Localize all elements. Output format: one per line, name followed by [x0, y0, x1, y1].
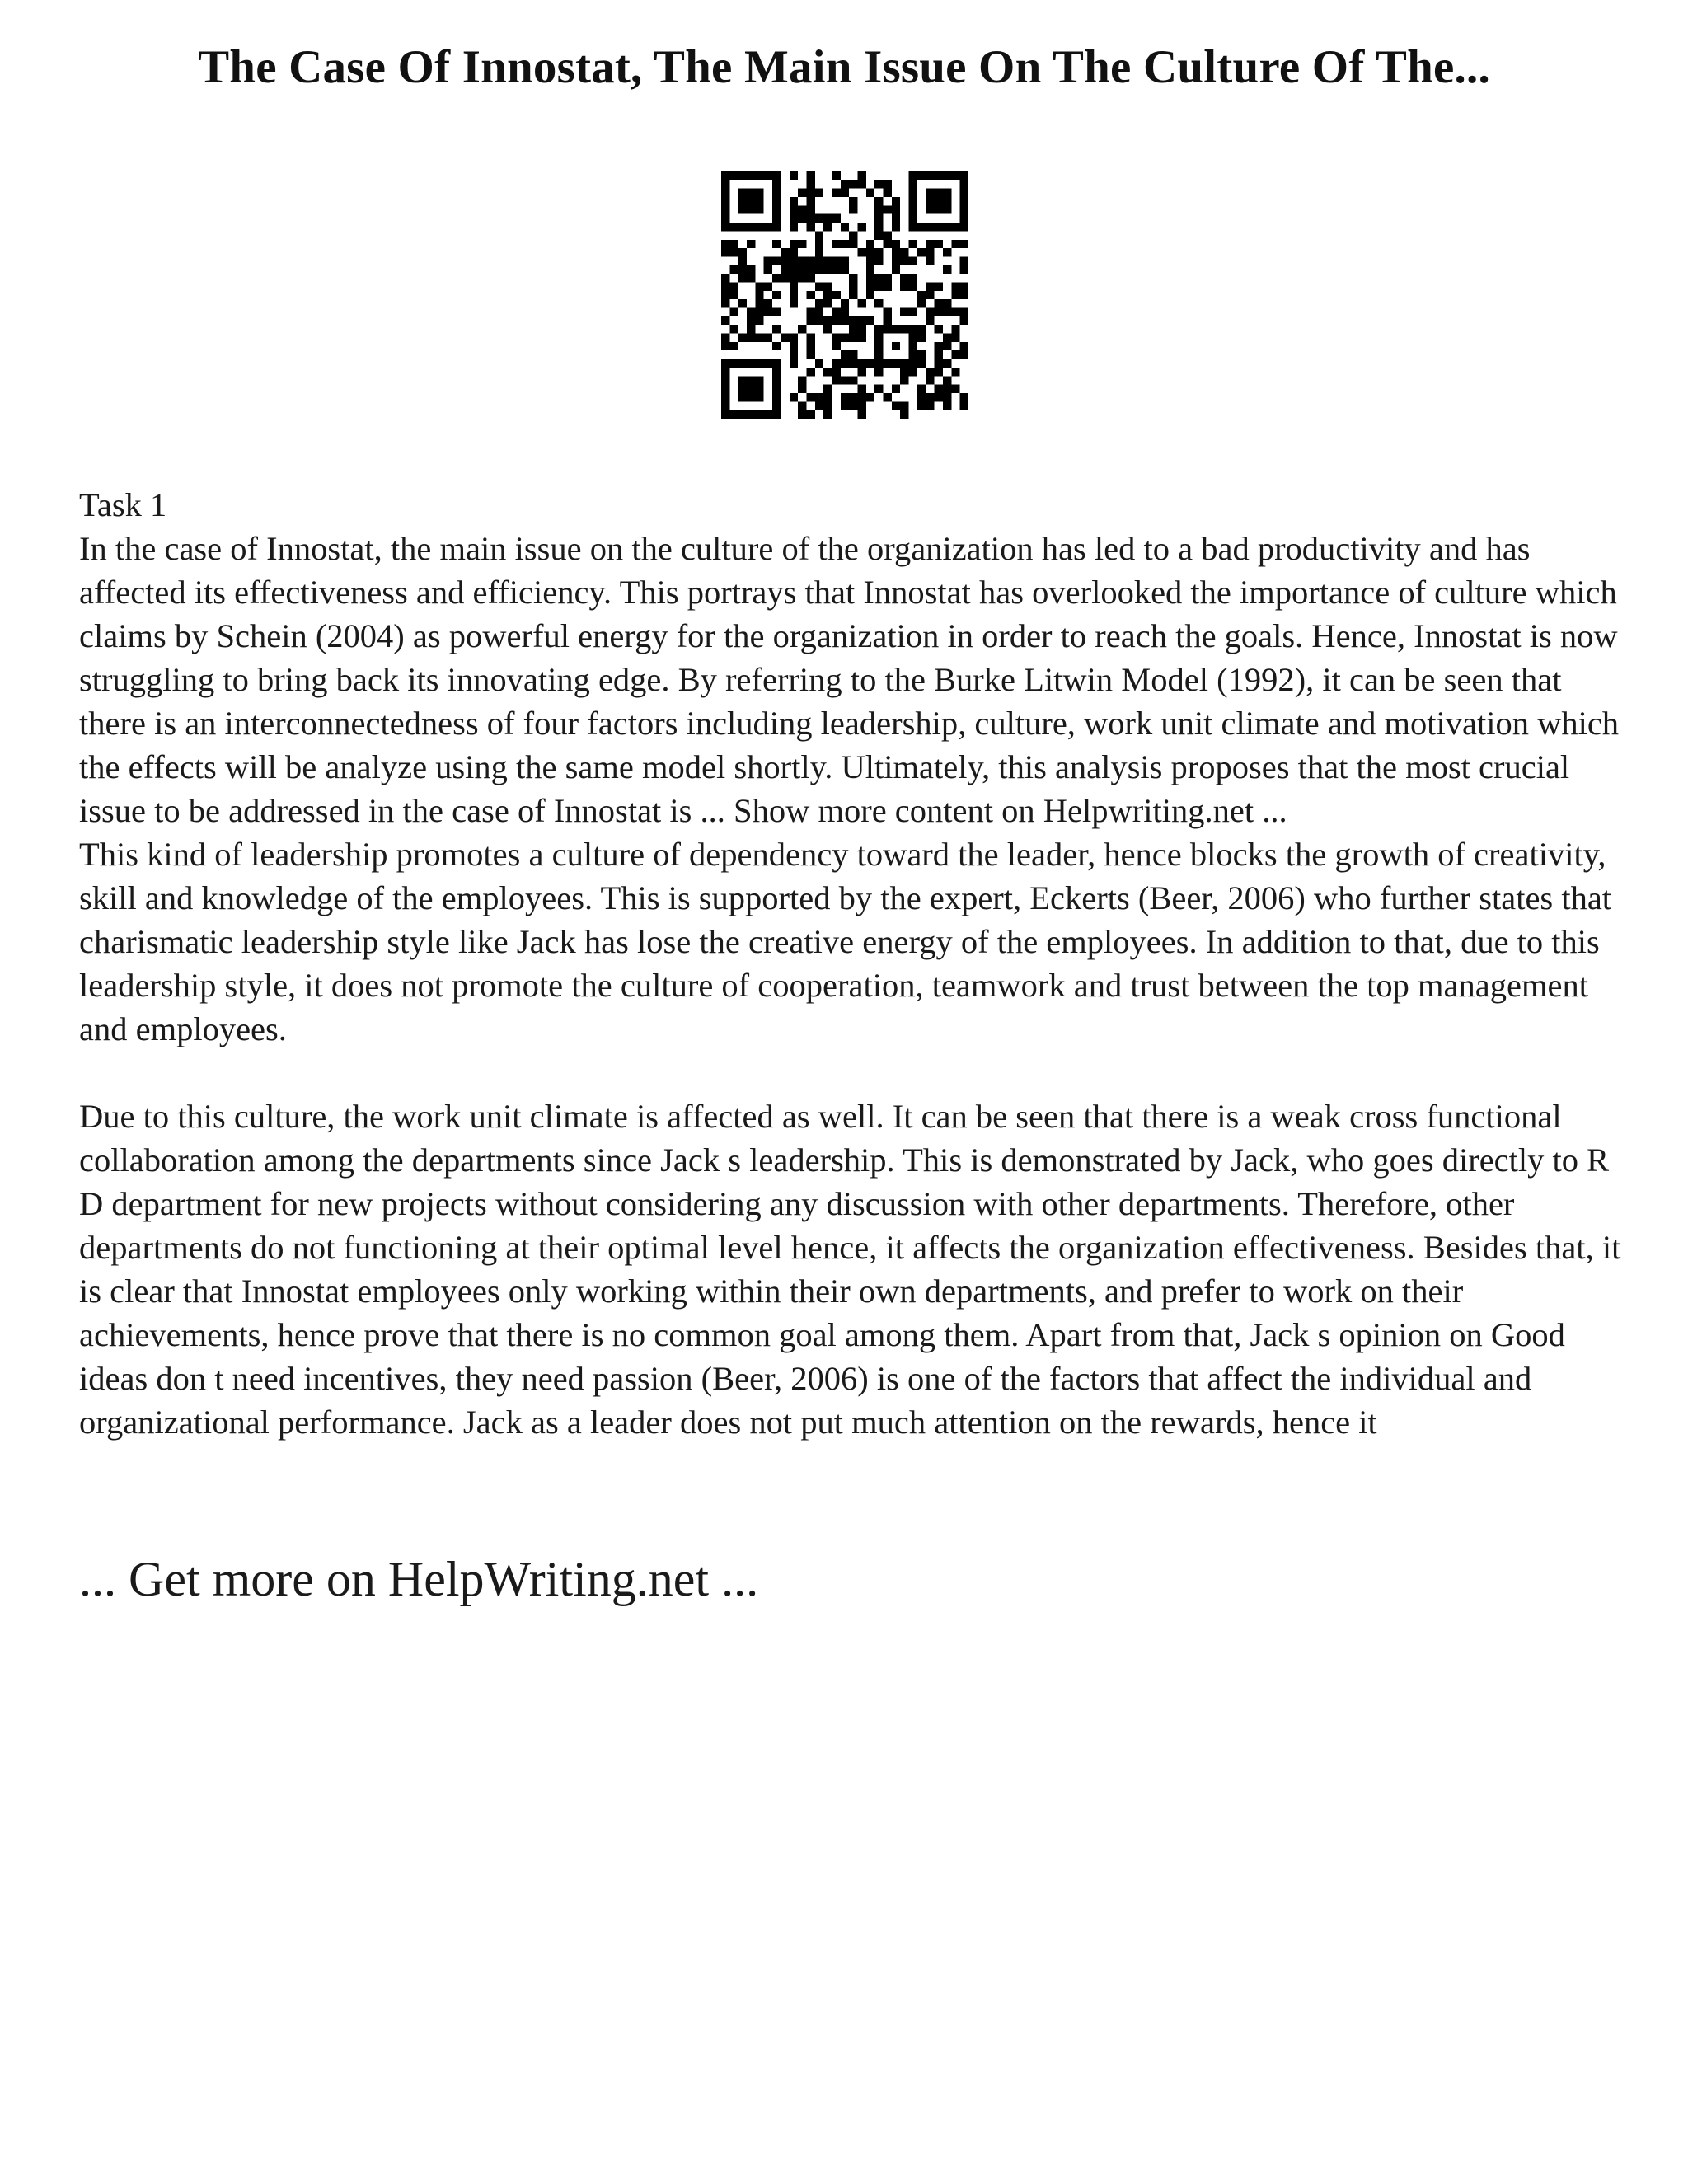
get-more-link[interactable]: ... Get more on HelpWriting.net ... — [79, 1552, 759, 1606]
document-title: The Case Of Innostat, The Main Issue On The Culture Of The... — [198, 41, 1490, 93]
body-paragraph-2: This kind of leadership promotes a culture of dependency toward the leader, hence blocks the growth of creativity, skill and knowledge of the employees. This is supported by the expert, Eckerts (Beer, 2006) who further states that charismatic leadership style like Jack has lose the creative energy of the employees. In addition to that, due to this leadership style, it does not promote the culture of cooperation, teamwork and trust between the top management and employees. — [79, 836, 1612, 1047]
qr-code-graphic — [721, 171, 968, 419]
qr-code-icon — [721, 171, 968, 419]
task-heading: Task 1 — [79, 486, 167, 523]
body-paragraph-3: Due to this culture, the work unit climate is affected as well. It can be seen that there is a weak cross functional collaboration among the departments since Jack s leadership. This is demonstrated by Jack, who goes directly to R D department for new projects without considering any discussion with other departments. Therefore, other departments do not functioning at their optimal level hence, it affects the organization effectiveness. Besides that, it is clear that Innostat employees only working within their own departments, and prefer to work on their achievements, hence prove that there is no common goal among them. Apart from that, Jack s opinion on Good ideas don t need incentives, they need passion (Beer, 2006) is one of the factors that affect the individual and organizational performance. Jack as a leader does not put much attention on the rewards, hence it — [79, 1098, 1621, 1441]
document-body — [79, 483, 1629, 1444]
body-paragraph-1: In the case of Innostat, the main issue on the culture of the organization has led to a bad productivity and has affected its effectiveness and efficiency. This portrays that Innostat has overlooked the importance of culture which claims by Schein (2004) as powerful energy for the organization in order to reach the goals. Hence, Innostat is now struggling to bring back its innovating edge. By referring to the Burke Litwin Model (1992), it can be seen that there is an interconnectedness of four factors including leadership, culture, work unit climate and motivation which the effects will be analyze using the same model shortly. Ultimately, this analysis proposes that the most crucial issue to be addressed in the case of Innostat is ... Show more content on Helpwriting.net ... — [79, 530, 1620, 829]
